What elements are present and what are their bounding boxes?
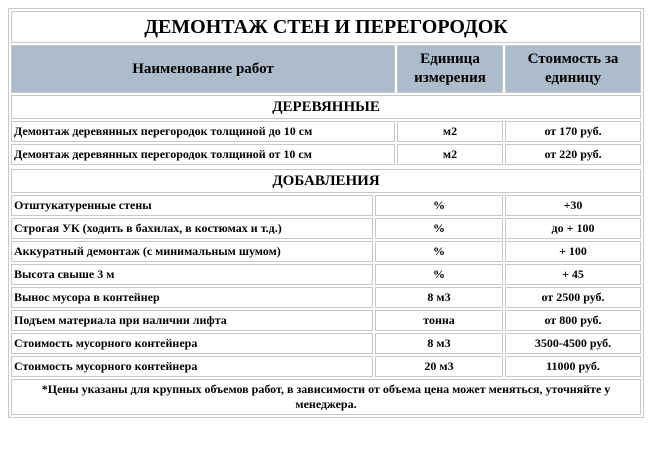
row-unit: тонна — [375, 310, 503, 331]
footnote: *Цены указаны для крупных объемов работ, в зависимости от объема цена может меняться, уточняйте у менеджера. — [11, 379, 641, 415]
row-price: от 2500 руб. — [505, 287, 641, 308]
row-unit: м2 — [397, 144, 503, 165]
row-name: Демонтаж деревянных перегородок толщиной до 10 см — [11, 121, 395, 142]
table-row — [11, 218, 641, 239]
row-name: Строгая УК (ходить в бахилах, в костюмах и т.д.) — [11, 218, 373, 239]
row-name: Аккуратный демонтаж (с минимальным шумом) — [11, 241, 373, 262]
page-title: ДЕМОНТАЖ СТЕН И ПЕРЕГОРОДОК — [11, 11, 641, 43]
row-unit: % — [375, 195, 503, 216]
row-price: до + 100 — [505, 218, 641, 239]
price-table-additions — [9, 167, 643, 417]
row-name: Подъем материала при наличии лифта — [11, 310, 373, 331]
header-price: Стоимость за единицу — [505, 45, 641, 93]
header-unit: Единица измерения — [397, 45, 503, 93]
section-title-wood: ДЕРЕВЯННЫЕ — [11, 95, 641, 119]
row-unit: 20 м3 — [375, 356, 503, 377]
price-list — [8, 8, 644, 418]
row-unit: 8 м3 — [375, 287, 503, 308]
row-unit: % — [375, 264, 503, 285]
row-name: Стоимость мусорного контейнера — [11, 356, 373, 377]
row-name: Высота свыше 3 м — [11, 264, 373, 285]
section-title-additions: ДОБАВЛЕНИЯ — [11, 169, 641, 193]
row-price: от 220 руб. — [505, 144, 641, 165]
row-unit: 8 м3 — [375, 333, 503, 354]
row-price: от 800 руб. — [505, 310, 641, 331]
table-row — [11, 264, 641, 285]
row-name: Отштукатуренные стены — [11, 195, 373, 216]
row-unit: % — [375, 241, 503, 262]
table-row — [11, 310, 641, 331]
header-name: Наименование работ — [11, 45, 395, 93]
table-row — [11, 356, 641, 377]
row-name: Демонтаж деревянных перегородок толщиной от 10 см — [11, 144, 395, 165]
table-row — [11, 241, 641, 262]
row-price: + 100 — [505, 241, 641, 262]
row-name: Стоимость мусорного контейнера — [11, 333, 373, 354]
table-row — [11, 287, 641, 308]
row-price: 11000 руб. — [505, 356, 641, 377]
row-unit: % — [375, 218, 503, 239]
table-row — [11, 333, 641, 354]
row-price: +30 — [505, 195, 641, 216]
row-price: + 45 — [505, 264, 641, 285]
table-row — [11, 144, 641, 165]
row-unit: м2 — [397, 121, 503, 142]
row-price: 3500-4500 руб. — [505, 333, 641, 354]
table-row — [11, 195, 641, 216]
price-table-wood — [9, 9, 643, 167]
row-price: от 170 руб. — [505, 121, 641, 142]
row-name: Вынос мусора в контейнер — [11, 287, 373, 308]
table-row — [11, 121, 641, 142]
